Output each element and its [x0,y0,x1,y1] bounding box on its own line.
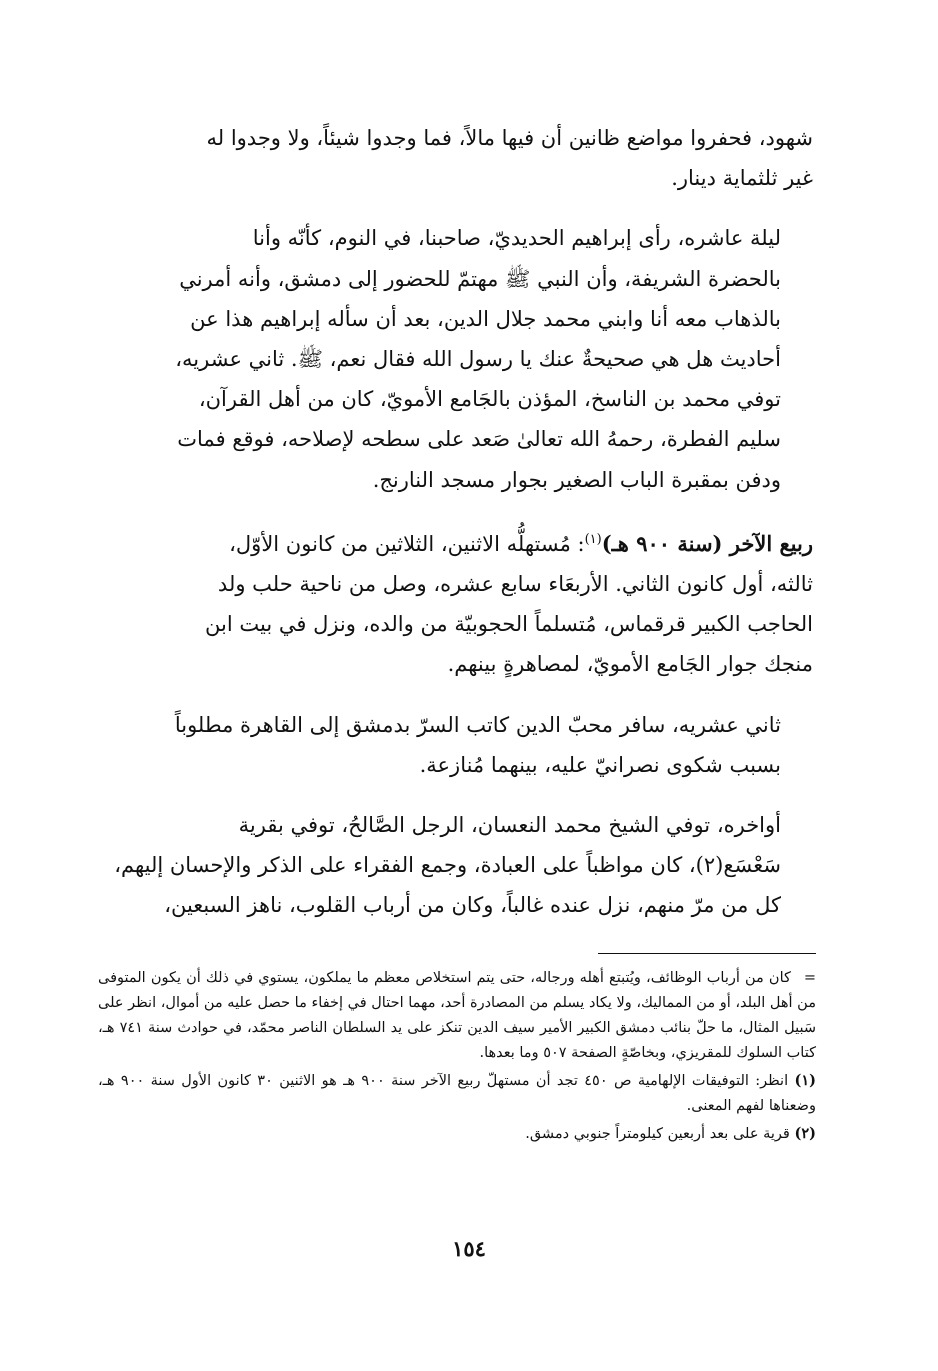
text-line: سليم الفطرة، رحمهُ الله تعالىٰ صَعد على سطحه لإصلاحه، فوقع فمات [177,427,781,452]
text-line: توفي محمد بن الناسخ، المؤذن بالجَامع الأمويّ، كان من أهل القرآن، [198,387,781,412]
heading-line-rest: : مُستهلُّه الاثنين، الثلاثين من كانون الأوّل، [229,531,585,556]
paragraph-3 [98,520,813,685]
text-line: بسبب شكوى نصرانيّ عليه، بينهما مُنازعة. [419,752,781,777]
footnote-divider [598,953,816,954]
text-line: ثالثه، أول كانون الثاني. الأربعَاء سابع عشره، وصل من ناحية حلب ولد [217,572,813,597]
text-line: الحاجب الكبير قرقماس، مُتسلماً الحجوبيّة من والده، ونزل في بيت ابن [205,612,813,637]
page-number: ١٥٤ [452,1236,486,1261]
footnote-marker: (١) [794,1072,817,1089]
text-line: بالحضرة الشريفة، وأن النبي ﷺ مهتمّ للحضور إلى دمشق، وأنه أمرني [179,266,781,291]
footnote-ref-1: (١) [584,531,602,547]
text-line: أحاديث هل هي صحيحةٌ عنك يا رسول الله فقال نعم، ﷺ. ثاني عشريه، [175,347,781,372]
heading-line [98,520,813,564]
footnote-marker: = [803,970,817,986]
text-line: كل من مرّ منهم، نزل عنده غالباً، وكان من أرباب القلوب، ناهز السبعين، [164,893,781,918]
text-line: منجك جوار الجَامع الأمويّ، لمصاهرةٍ بينهم. [447,652,813,677]
footnotes [98,966,816,1149]
month-heading: ربيع الآخر (سنة ٩٠٠ هـ) [601,530,813,556]
footnote-continued [98,966,816,1066]
footnote-text: انظر: التوفيقات الإلهامية ص ٤٥٠ تجد أن مستهلّ ربيع الآخر سنة ٩٠٠ هـ هو الاثنين ٣٠ كانون الأول سنة ٩٠٠ هـ، وضعناها لفهم المعنى. [98,1073,816,1114]
text-line: سَعْسَع(٢)، كان مواظباً على العبادة، وجمع الفقراء على الذكر والإحسان إليهم، [114,853,781,878]
paragraph-5 [98,805,813,926]
footnote-1 [98,1068,816,1119]
footnote-marker: (٢) [794,1125,816,1142]
paragraph-2 [98,218,813,499]
footnote-text: كان من أرباب الوظائف، ويُتبتع أهله ورجاله، حتى يتم استخلاص معظم ما يملكون، يستوي في ذلك أن يكون المتوفى من أهل البلد، أو من المماليك، ولا يكاد يسلم من المصادرة أحد، مهما احتال في إخفاء ما حصل عليه من أموال، انظر على سَبيل المثال، ما حلّ بنائب دمشق الكبير الأمير سيف الدين تنكز على يد السلطان الناصر محمّد، في حوادث سنة ٧٤١ هـ، كتاب السلوك للمقريزي، وبخاصّةٍ الصفحة ٥٠٧ وما بعدها. [98,970,816,1061]
footnote-text: قرية على بعد أربعين كيلومتراً جنوبي دمشق. [525,1126,790,1142]
text-line: أواخره، توفي الشيخ محمد النعسان، الرجل الصَّالحُ، توفي بقرية [238,813,781,838]
paragraph-4 [98,705,813,785]
text-line: ليلة عاشره، رأى إبراهيم الحديديّ، صاحبنا، في النوم، كأنّه وأنا [252,226,781,251]
main-text [98,118,813,946]
text-line: ودفن بمقبرة الباب الصغير بجوار مسجد النارنج. [372,467,781,492]
text-line: بالذهاب معه أنا وابني محمد جلال الدين، بعد أن سأله إبراهيم هذا عن [190,306,781,331]
text-line: ثاني عشريه، سافر محبّ الدين كاتب السرّ بدمشق إلى القاهرة مطلوباً [174,712,781,737]
text-line: غير ثلثماية دينار. [671,166,813,191]
paragraph-1 [98,118,813,198]
text-line: شهود، فحفروا مواضع ظانين أن فيها مالاً، فما وجدوا شيئاً، ولا وجدوا له [206,126,813,150]
footnote-2 [98,1121,816,1147]
